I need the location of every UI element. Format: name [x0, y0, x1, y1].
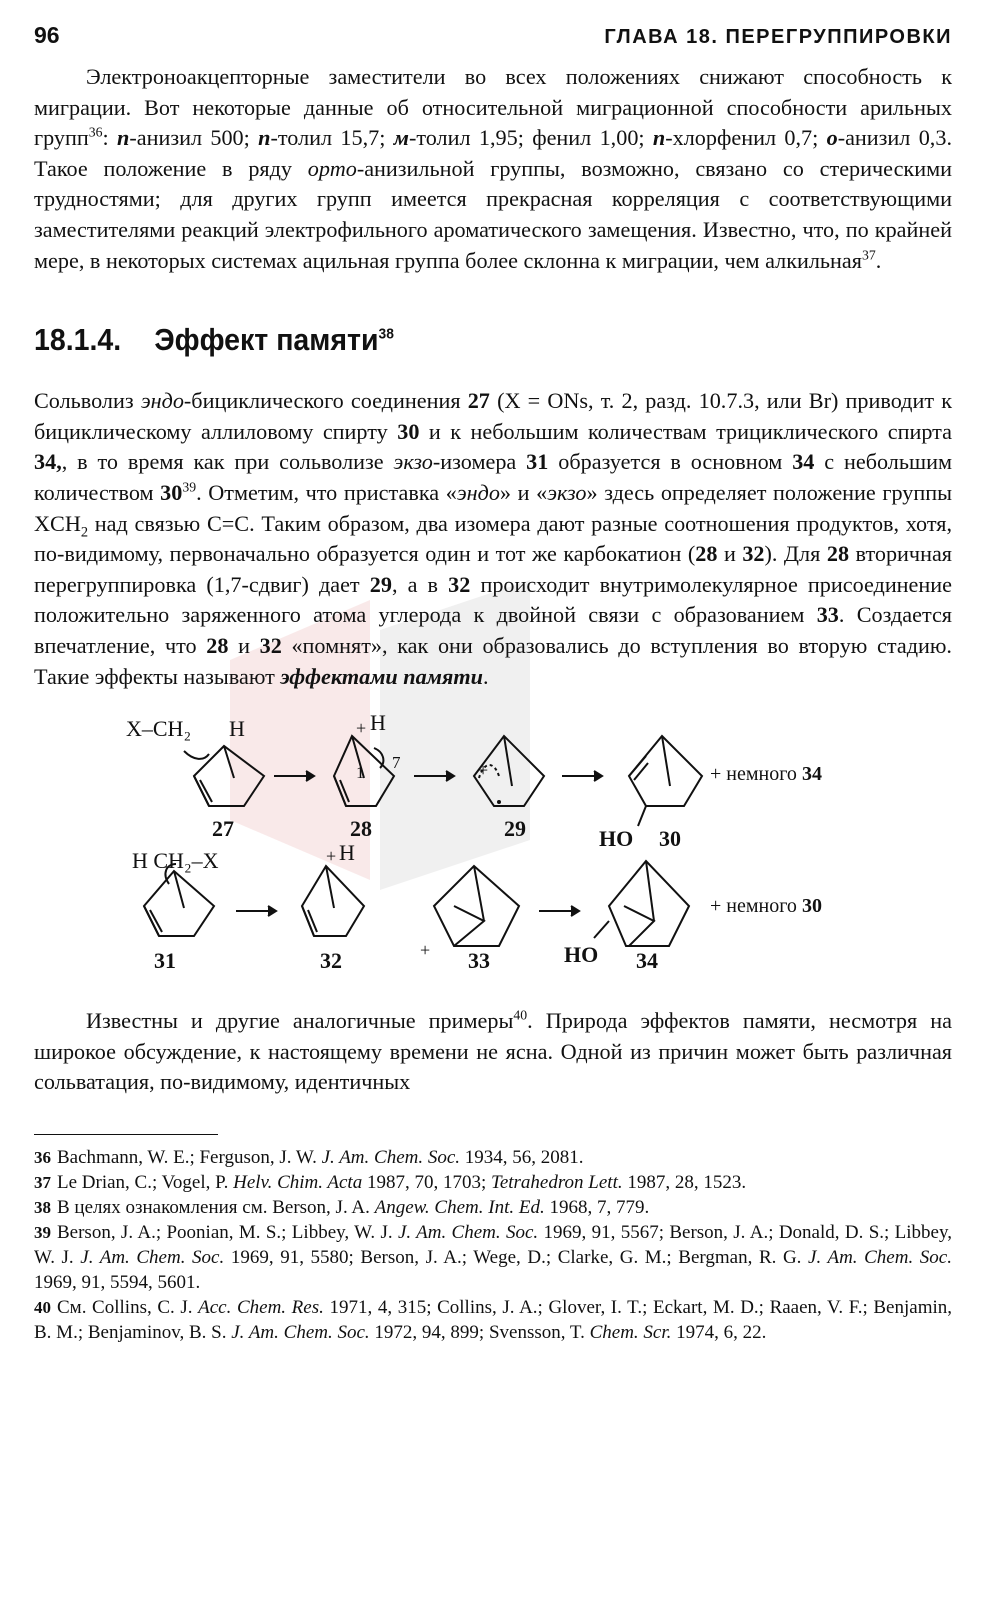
svg-text:7: 7: [392, 753, 401, 773]
label-31: 31: [154, 948, 176, 974]
label-28: 28: [350, 816, 372, 842]
page: [34, 22, 952, 1345]
svg-text:X–CH₂: X–CH₂: [126, 716, 192, 742]
svg-text:H: H: [339, 840, 355, 866]
paragraph-memory-effects: Известны и другие аналогичные примеры$^{40}$. Природа эффектов памяти, несмотря на широкое обсуждение, к настоящему времени не ясна. Одной из причин может быть различная сольватация, по-видимому, идентичных: [34, 1007, 952, 1095]
structure-34: [564, 861, 689, 973]
label-30: 30: [659, 826, 681, 852]
ref-36: 36: [88, 124, 103, 140]
footnote-38: 38 В целях ознакомления см. Berson, J. A. Angew. Chem. Int. Ed. 1968, 7, 779.: [34, 1196, 650, 1218]
svg-text:H: H: [229, 716, 245, 742]
svg-text:+: +: [326, 846, 337, 867]
structure-29: [474, 736, 544, 841]
structure-32: [302, 840, 364, 973]
section-heading: 18.1.4. Эффект памяти$^{38}$: [34, 322, 394, 358]
structure-27: [126, 716, 264, 841]
label-27: 27: [212, 816, 234, 842]
structure-33: [420, 866, 519, 973]
svg-text:+: +: [356, 718, 367, 739]
footnote-37: 37 Le Drian, C.; Vogel, P. Helv. Chim. Acta 1987, 70, 1703; Tetrahedron Lett. 1987, 28, 1523.: [34, 1171, 747, 1193]
footnote-rule: [34, 1134, 218, 1135]
svg-text:HO: HO: [564, 942, 599, 968]
paragraph-solvolysis: Сольволиз эндо-бициклического соединения 27 (X = ONs, т. 2, разд. 10.7.3, или Br) приводит к бициклическому аллиловому спирту 30 и к небольшим количествам трициклического спирта 34,, в то время как при сольволизе экзо-изомера 31 образуется в основном 34 с небольшим количеством $30^{39}$. Отметим, что приставка «эндо» и «экзо» здесь определяет положение группы $XCH_2$ над связью C=C. Таким образом, два изомера дают разные соотношения продуктов, хотя, по-видимому, первоначально образуется один и тот же карбокатион (28 и 32). Для 28 вторичная перегруппировка (1,7-сдвиг) дает 29, а в 32 происходит внутримолекулярное присоединение положительно заряженного атома углерода к двойной связи с образованием 33. Создается впечатление, что 28 и 32 «помнят», как они образовались до вступления во вторую стадию. Такие эффекты называют эффектами памяти.: [34, 388, 953, 689]
reaction-scheme-drawing: [34, 706, 952, 1006]
svg-text:+: +: [478, 760, 489, 781]
structure-31: [132, 848, 219, 973]
chapter-title: ГЛАВА 18. ПЕРЕГРУППИРОВКИ: [604, 26, 952, 48]
label-32: 32: [320, 948, 342, 974]
ref-37: 37: [861, 247, 876, 263]
note-row1: + немного 34: [710, 763, 822, 786]
running-head: [34, 22, 952, 62]
structure-30: [599, 736, 702, 851]
label-34: 34: [636, 948, 658, 974]
label-29: 29: [504, 816, 526, 842]
svg-text:+: +: [420, 940, 431, 961]
svg-text:1: 1: [356, 763, 365, 783]
svg-text:H CH₂–X: H CH₂–X: [132, 848, 219, 874]
label-33: 33: [468, 948, 490, 974]
reaction-scheme: [34, 706, 952, 1006]
footnote-40: 40 См. Collins, C. J. Acc. Chem. Res. 1971, 4, 315; Collins, J. A.; Glover, I. T.; Eckart, M. D.; Raaen, V. F.; Benjamin, B. M.; Benjaminov, B. S. J. Am. Chem. Soc. 1972, 94, 899; Svensson, T. Chem. Scr. 1974, 6, 22.: [34, 1296, 953, 1343]
footnote-39: 39 Berson, J. A.; Poonian, M. S.; Libbey, W. J. J. Am. Chem. Soc. 1969, 91, 5567; Berson, J. A.; Donald, D. S.; Libbey, W. J. J. Am. Chem. Soc. 1969, 91, 5580; Berson, J. A.; Wege, D.; Clarke, G. M.; Bergman, R. G. J. Am. Chem. Soc. 1969, 91, 5594, 5601.: [34, 1221, 952, 1293]
footnote-36: 36 Bachmann, W. E.; Ferguson, J. W. J. Am. Chem. Soc. 1934, 56, 2081.: [34, 1146, 584, 1168]
note-row2: + немного 30: [710, 895, 822, 918]
paragraph-migration: Электроноакцепторные заместители во всех положениях снижают способность к миграции. Вот некоторые данные об относительной миграционной способности арильных групп$^{36}$: п-анизил 500; п-толил 15,7; м-толил 1,95; фенил 1,00; п-хлорфенил 0,7; о-анизил 0,3. Такое положение в ряду орто-анизильной группы, возможно, связано со стерическими трудностями; для других групп имеется прекрасная корреляция с соответствующими заместителями реакций электрофильного ароматического замещения. Известно, что, по крайней мере, в некоторых системах ацильная группа более склонна к миграции, чем алкильная$^{37}$.: [34, 64, 952, 273]
page-number: 96: [34, 22, 60, 48]
svg-text:HO: HO: [599, 826, 634, 852]
svg-text:H: H: [370, 710, 386, 736]
structure-28: [334, 710, 401, 841]
